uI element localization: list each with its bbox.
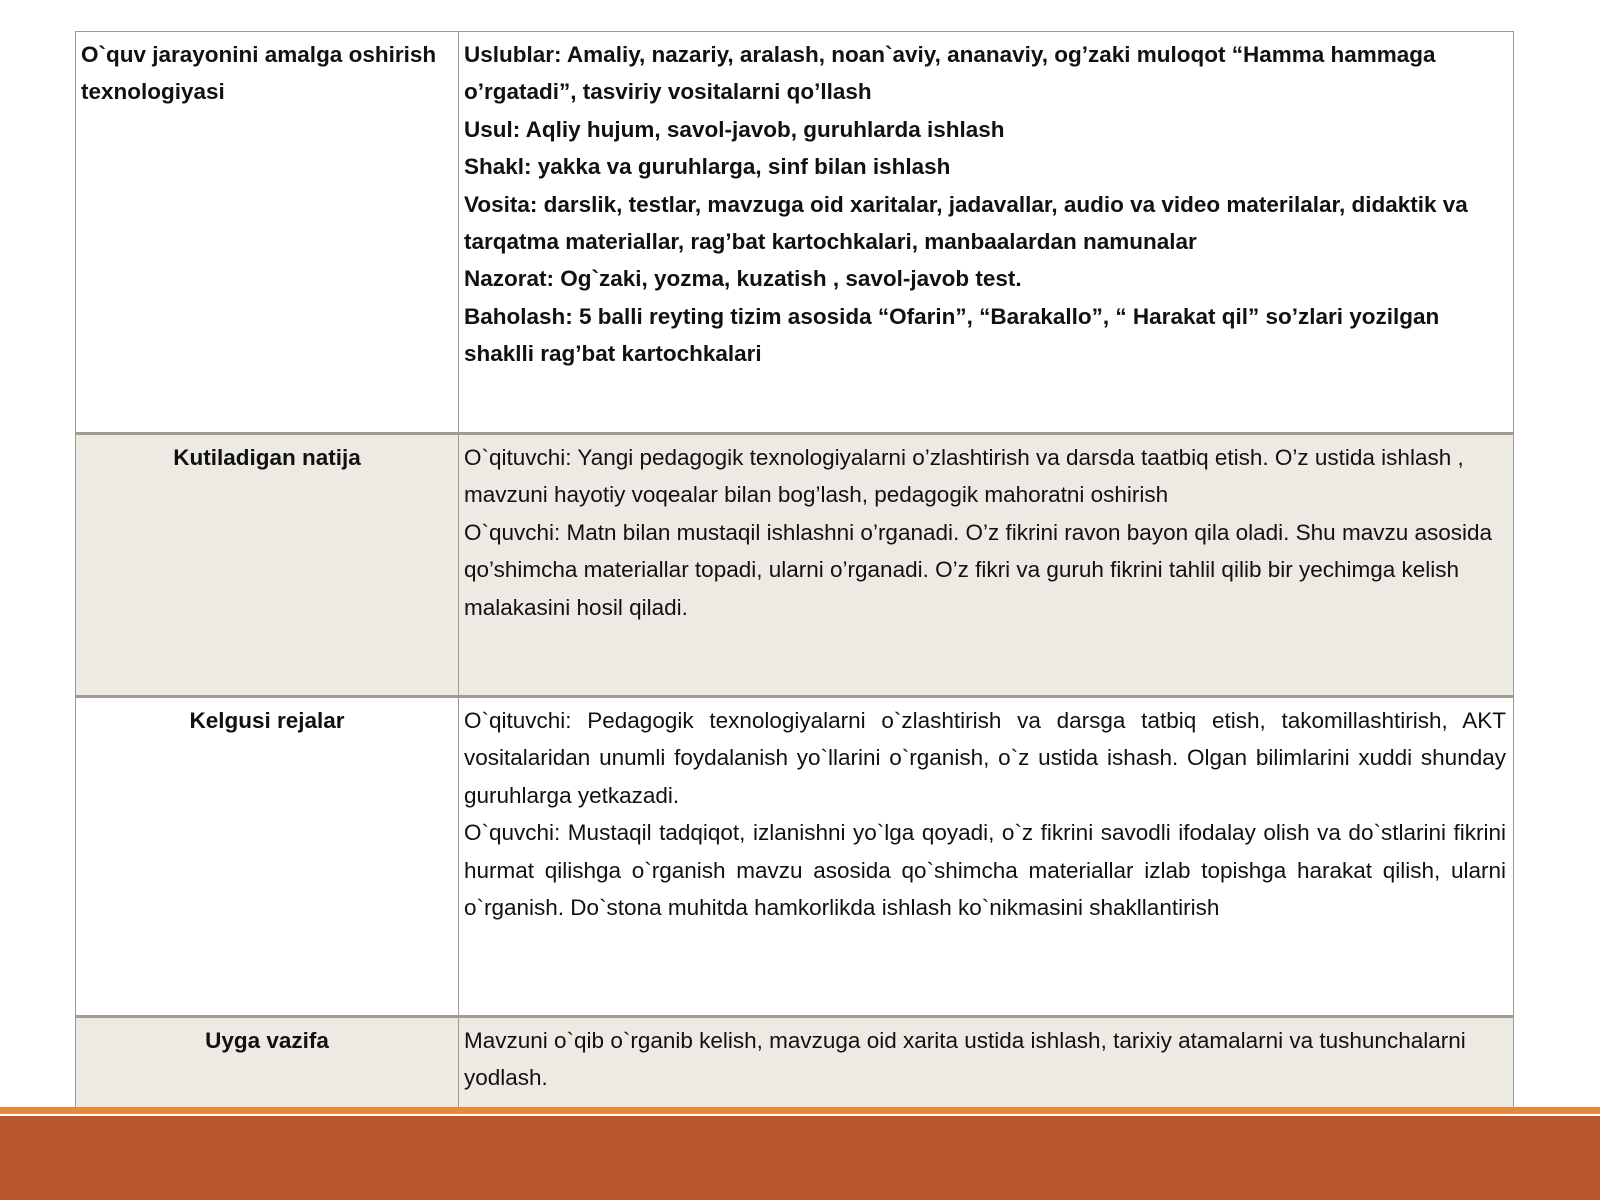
row-label-homework: Uyga vazifa [76,1017,459,1109]
student-result-text: O`quvchi: Matn bilan mustaqil ishlashni o’rganadi. O’z fikrini ravon bayon qila oladi. Shu mavzu asosida qo’shimcha materiallar topadi, ularni o’rganadi. O’z fikri va guruh fikrini tahlil qilib bir yechimga kelish malakasini hosil qiladi. [464,519,1493,620]
approach-line: Usul: Aqliy hujum, savol-javob, guruhlarda ishlash [464,116,1005,142]
control-line: Nazorat: Og`zaki, yozma, kuzatish , savol-javob test. [464,266,1022,292]
row-label-expected-result: Kutiladigan natija [76,434,459,697]
table-row-homework [76,1017,1514,1109]
table-row-expected-result [76,434,1514,697]
row-content-expected-result [459,434,1514,697]
tools-line: Vosita: darslik, testlar, mavzuga oid xaritalar, jadavallar, audio va video materilalar, didaktik va tarqatma materiallar, rag’bat kartochkalari, manbaalardan namunalar [464,191,1468,255]
assessment-line: Baholash: 5 balli reyting tizim asosida “Ofarin”, “Barakallo”, “ Harakat qil” so’zlari yozilgan shaklli rag’bat kartochkalari [464,303,1440,367]
footer-bar [0,1116,1600,1200]
methods-line: Uslublar: Amaliy, nazariy, aralash, noan`aviy, ananaviy, og’zaki muloqot “Hamma hammaga o’rgatadi”, tasviriy vositalarni qo’llash [464,42,1436,105]
row-label-technology: O`quv jarayonini amalga oshirish texnologiyasi [76,32,459,434]
table-row-technology [76,32,1514,434]
table-row-future-plans [76,697,1514,1017]
row-label-future-plans: Kelgusi rejalar [76,697,459,1017]
row-content-technology [459,32,1514,434]
lesson-plan-table [75,31,1514,1109]
homework-text: Mavzuni o`qib o`rganib kelish, mavzuga oid xarita ustida ishlash, tarixiy atamalarni va tushunchalarni yodlash. [464,1028,1466,1091]
teacher-plan-text: O`qituvchi: Pedagogik texnologiyalarni o`zlashtirish va darsga tatbiq etish, takomillashtirish, AKT vositalaridan unumli foydalanish yo`llarini o`rganish, o`z ustida ishash. Olgan bilimlarini xuddi shunday guruhlarga yetkazadi. [464,708,1506,808]
teacher-result-text: O`qituvchi: Yangi pedagogik texnologiyalarni o’zlashtirish va darsda taatbiq etish. O’z ustida ishlash , mavzuni hayotiy voqealar bilan bog’lash, pedagogik mahoratni oshirish [464,445,1464,508]
footer-accent-line [0,1107,1600,1114]
student-plan-text: O`quvchi: Mustaqil tadqiqot, izlanishni yo`lga qoyadi, o`z fikrini savodli ifodalay olish va do`stlarini fikrini hurmat qilishga o`rganish mavzu asosida qo`shimcha materiallar izlab topishga harakat qilish, ularni o`rganish. Do`stona muhitda hamkorlikda ishlash ko`nikmasini shakllantirish [464,820,1506,921]
form-line: Shakl: yakka va guruhlarga, sinf bilan ishlash [464,154,951,180]
row-content-future-plans [459,697,1514,1017]
row-content-homework [459,1017,1514,1109]
